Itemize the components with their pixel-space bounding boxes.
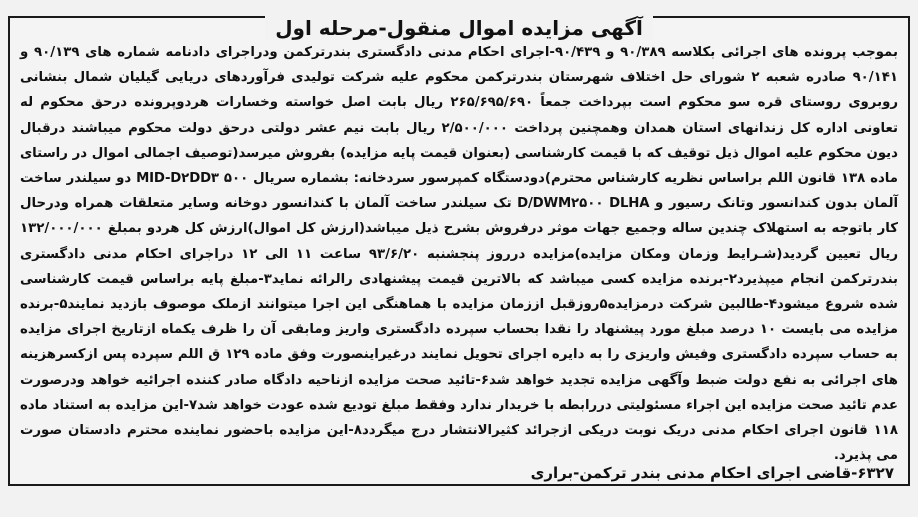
- notice-body-paragraph: بموجب پرونده های اجرائی بکلاسه ۹۰/۳۸۹ و ۹۰/۴۳۹-اجرای احکام مدنی دادگستری بندرترکمن ودراجرای دادنامه شماره های ۹۰/۱۳۹ و ۹۰/۱۴۱ صادره شعبه ۲ شورای حل اختلاف شهرستان بندرترکمن محکوم علیه شرکت تولیدی فرآوردهای دریایی گیلیان شمال بنشانی روبروی روستای قره سو محکوم است بپرداخت جمعاً ۲۶۵/۶۹۵/۶۹۰ ریال بابت اصل خواسته وخسارات هردوپرونده درحق محکوم له تعاونی اداره کل زندانهای استان همدان وهمچنین پرداخت ۲/۵۰۰/۰۰۰ ریال بابت نیم عشر دولتی درحق دولت محکوم میباشند درقبال دیون محکوم علیه اموال ذیل توقیف که با قیمت کارشناسی (بعنوان قیمت پایه مزایده) بفروش میرسد(توصیف اجمالی اموال در راستای ماده ۱۳۸ قانون اللم براساس نظریه کارشناس محترم)دودستگاه کمپرسور سردخانه: بشماره سریال MID-D۲DD۳ ۵۰۰ دو سیلندر ساخت آلمان بدون کندانسور وتانک رسیور و D/DWM۲۵۰۰ DLHA تک سیلندر ساخت آلمان با کندانسور دوخانه وسایر متعلقات همراه ودرحال کار باتوجه به استهلاک چندین ساله وجمیع جهات موثر درفروش بشرح ذیل میباشد(ارزش کل اموال)ارزش کل هردو بمبلغ ۱۳۲/۰۰۰/۰۰۰ ریال تعیین گردید(شـرایط وزمان ومکان مزایده)مزایده درروز پنجشنبه ۹۳/۶/۲۰ ساعت ۱۱ الی ۱۲ دراجرای احکام مدنی دادگستری بندرترکمن انجام میپذیرد۲-برنده مزایده کسی میباشد که بالاترین قیمت پیشنهادی رالرائه نماید۳-مبلغ پایه براساس قیمت کارشناسی شده شروع میشود۴-طالبین شرکت درمزایده۵روزقبل اززمان مزایده با هماهنگی این اجرا میتوانند ازملک موصوف بازدید نمایند۵-برنده مزایده می بایست ۱۰ درصد مبلغ مورد پیشنهاد را نقدا بحساب سپرده دادگستری واریز ومابقی آن را ظرف یکماه ازتاریخ اجرای مزایده به حساب سپرده دادگستری وفیش واریزی را به دایره اجرای تحویل نمایند درغیراینصورت وفق ماده ۱۲۹ ق اللم سپرده پس ازکسرهزینه های اجرائی به نفع دولت ضبط وآگهی مزایده تجدید خواهد شد۶-تائید صحت مزایده ازناحیه دادگاه صادر کننده اجرائیه خواهد ودرصورت عدم تائید صحت مزایده این اجراء مسئولیتی دررابطه با خریدار ندارد وفقط مبلغ تودیع شده عودت خواهد شد۷-این مزایده به استناد ماده ۱۱۸ قانون اجرای احکام مدنی دریک نوبت دریکی ازجرائد کثیرالانتشار درج میگردد۸-این مزایده باحضور نماینده محترم دادستان صورت می پذیرد.: [20, 45, 899, 464]
- notice-title-text: آگهی مزایده اموال منقول-مرحله اول: [265, 16, 653, 40]
- notice-signature: ۶۳۲۷-قاضی اجرای احکام مدنی بندر ترکمن-براری: [530, 464, 894, 482]
- notice-body: [20, 40, 898, 468]
- notice-frame: [8, 16, 910, 486]
- notice-title: [10, 16, 908, 40]
